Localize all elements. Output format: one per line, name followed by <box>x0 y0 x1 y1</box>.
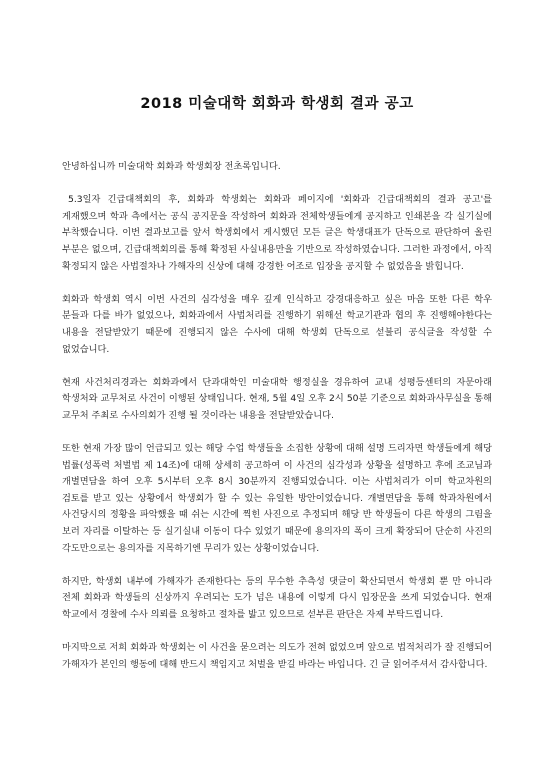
paragraph-closing: 마지막으로 저희 회화과 학생회는 이 사건을 묻으려는 의도가 전혀 없었으며 앞으로 법적처리가 잘 진행되어 가해자가 본인의 행동에 대해 반드시 책임지고 처벌을 받길 바라는 바입니다. 긴 글 읽어주셔서 감사합니다. <box>62 642 492 670</box>
paragraph-case-progress: 현재 사건처리경과는 회화과에서 단과대학인 미술대학 행정실을 경유하여 교내 성평등센터의 자문아래 학생처와 교무처로 사건이 이행된 상태입니다. 현재, 5월 4일 오후 2시 50분 기준으로 회화과사무실을 통해 교무처 주최로 수사의회가 진행 될 것이라는 내용을 전달받았습니다. <box>62 376 492 421</box>
paragraph-class-meeting: 또한 현재 가장 많이 언급되고 있는 해당 수업 학생들을 소집한 상황에 대해 설명 드리자면 학생들에게 해당 법률(성폭력 처벌법 제 14조)에 대해 상세히 공고하여 이 사건의 심각성과 상황을 설명하고 후에 조교님과 개별면담을 하여 오후 5시부터 오후 8시 30분까지 진행되었습니다. 이는 사법처리가 이미 학교차원의 검토를 받고 있는 상황에서 학생회가 할 수 있는 유일한 방안이었습니다. 개별면담을 통해 학과차원에서 사건당시의 정황을 파악했을 때 쉬는 시간에 찍힌 사진으로 추정되며 해당 반 학생들이 다른 학생의 그림을 보러 자리를 이탈하는 등 실기실내 이동이 다수 있었기 때문에 용의자의 폭이 크게 확장되어 단순히 사진의 각도만으로는 용의자를 지목하기엔 무리가 있는 상황이었습니다. <box>62 443 492 554</box>
paragraph-rumors-response: 하지만, 학생회 내부에 가해자가 존재한다는 등의 무수한 추측성 댓글이 확산되면서 학생회 뿐 만 아니라 전체 회화과 학생들의 신상까지 우려되는 도가 넘은 내용에 이렇게 다시 입장문을 쓰게 되었습니다. 현재 학교에서 경찰에 수사 의뢰를 요청하고 절차를 밟고 있으므로 섣부른 판단은 자제 부탁드립니다. <box>62 575 492 621</box>
paragraph-student-council-position: 회화과 학생회 역시 이번 사건의 심각성을 매우 깊게 인식하고 강경대응하고 싶은 마음 또한 다른 학우 분들과 다를 바가 없었으나, 회화과에서 사법처리를 진행하기 위해선 학교기관과 협의 후 진행해야한다는 내용을 전달받았기 때문에 진행되지 않은 수사에 대해 학생회 단독으로 섣불리 공식글을 작성할 수 없었습니다. <box>62 293 492 355</box>
greeting-paragraph: 안녕하십니까 미술대학 회화과 학생회장 전초록입니다. <box>62 161 281 172</box>
paragraph-meeting-results: 5.3일자 긴급대책회의 후, 회화과 학생회는 회화과 페이지에 '회화과 긴급대책회의 결과 공고'를 게재했으며 학과 측에서는 공식 공지문을 작성하여 회화과 전체학생들에게 공지하고 인쇄본을 각 실기실에 부착했습니다. 이번 결과보고를 앞서 학생회에서 게시했던 모든 글은 학생대표가 단독으로 판단하여 올린 부분은 없으며, 긴급대책회의를 통해 확정된 사실내용만을 기반으로 작성하였습니다. 그러한 과정에서, 아직 확정되지 않은 사법절차나 가해자의 신상에 대해 강경한 어조로 입장을 공지할 수 없었음을 밝힙니다. <box>62 194 492 272</box>
document-title: 2018 미술대학 회화과 학생회 결과 공고 <box>140 96 414 112</box>
